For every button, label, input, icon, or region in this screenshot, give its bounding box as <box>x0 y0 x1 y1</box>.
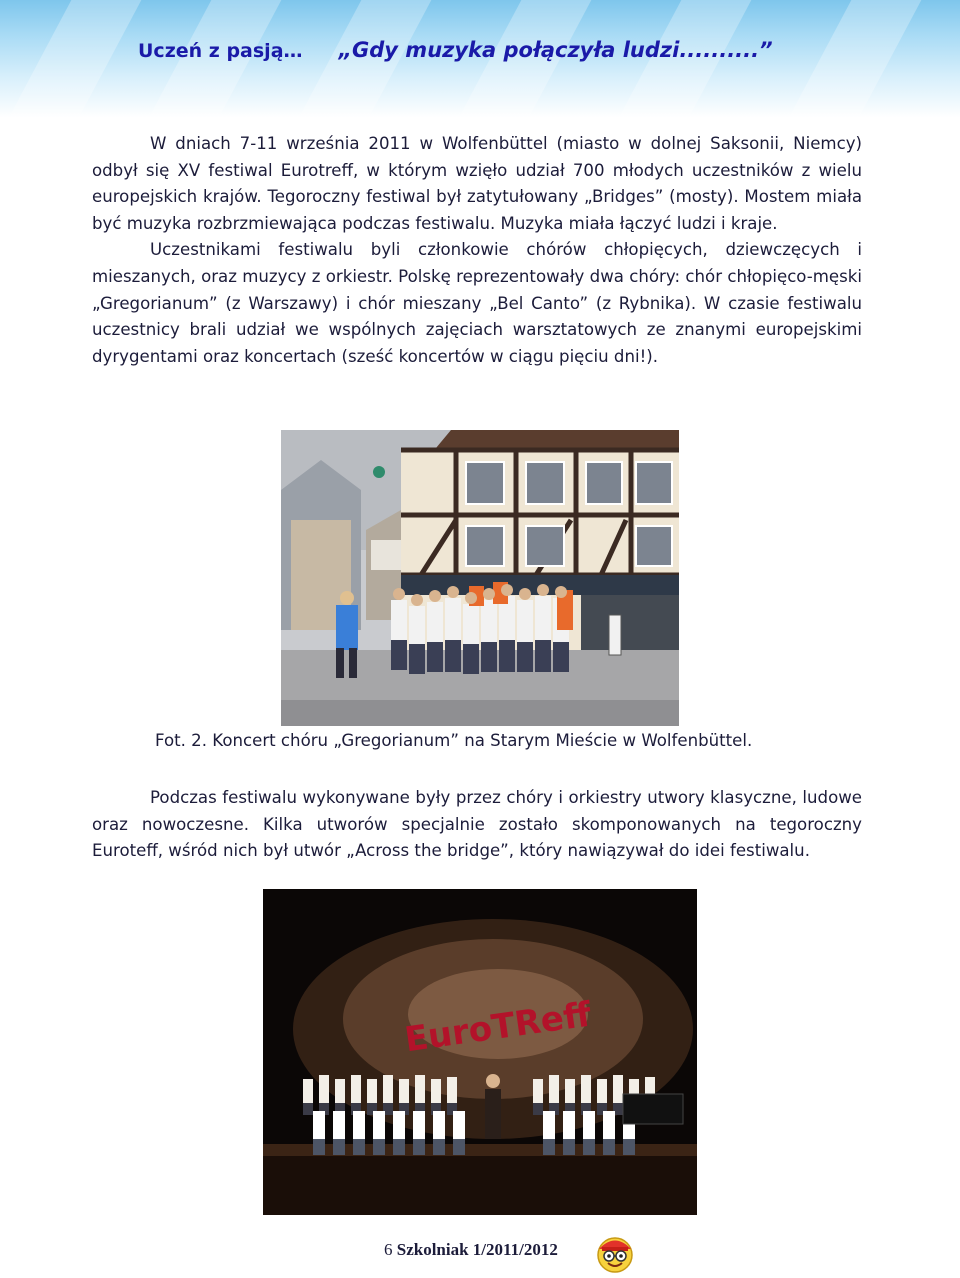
photo-choir-old-town <box>281 430 679 726</box>
article-block-1 <box>92 131 862 370</box>
mascot-face-icon <box>594 1232 636 1274</box>
photo-caption: Fot. 2. Koncert chóru „Gregorianum” na Starym Mieście w Wolfenbüttel. <box>155 731 753 750</box>
header-banner <box>0 0 960 118</box>
paragraph-3: Podczas festiwalu wykonywane były przez chóry i orkiestry utwory klasyczne, ludowe oraz nowoczesne. Kilka utworów specjalnie zostało skomponowanych na tegoroczny Euroteff, wśród nich był utwór „Across the bridge”, który nawiązywał do idei festiwalu. <box>92 788 862 861</box>
photo-eurotreff-concert <box>263 889 697 1215</box>
eurotreff-banner: EuroTReff <box>402 994 594 1061</box>
paragraph-1: W dniach 7-11 września 2011 w Wolfenbüttel (miasto w dolnej Saksonii, Niemcy) odbył się XV festiwal Eurotreff, w którym wzięło udział 700 młodych uczestników z wielu europejskich krajów. Tegoroczny festiwal był zatytułowany „Bridges” (mosty). Mostem miała być muzyka rozbrzmiewająca podczas festiwalu. Muzyka miała łączyć ludzi i kraje. <box>92 134 862 233</box>
header-title-line <box>138 38 773 62</box>
publication-name: Szkolniak 1/2011/2012 <box>396 1240 558 1259</box>
page-number: 6 <box>384 1240 393 1259</box>
paragraph-2: Uczestnikami festiwalu byli członkowie chórów chłopięcych, dziewczęcych i mieszanych, oraz muzycy z orkiestr. Polskę reprezentowały dwa chóry: chór chłopięco-męski „Gregorianum” (z Warszawy) i chór mieszany „Bel Canto” (z Rybnika). W czasie festiwalu uczestnicy brali udział we wspólnych zajęciach warsztatowych ze znanymi europejskimi dyrygentami oraz koncertach (sześć koncertów w ciągu pięciu dni!). <box>92 240 862 366</box>
article-title: „Gdy muzyka połączyła ludzi..........” <box>338 38 773 62</box>
photo-choir-old-town-image <box>281 430 679 726</box>
page-footer <box>384 1240 558 1260</box>
mascot-face-icon-svg <box>594 1232 636 1274</box>
photo-eurotreff-concert-image <box>263 889 697 1215</box>
article-block-2 <box>92 785 862 865</box>
section-label: Uczeń z pasją… <box>138 40 303 62</box>
